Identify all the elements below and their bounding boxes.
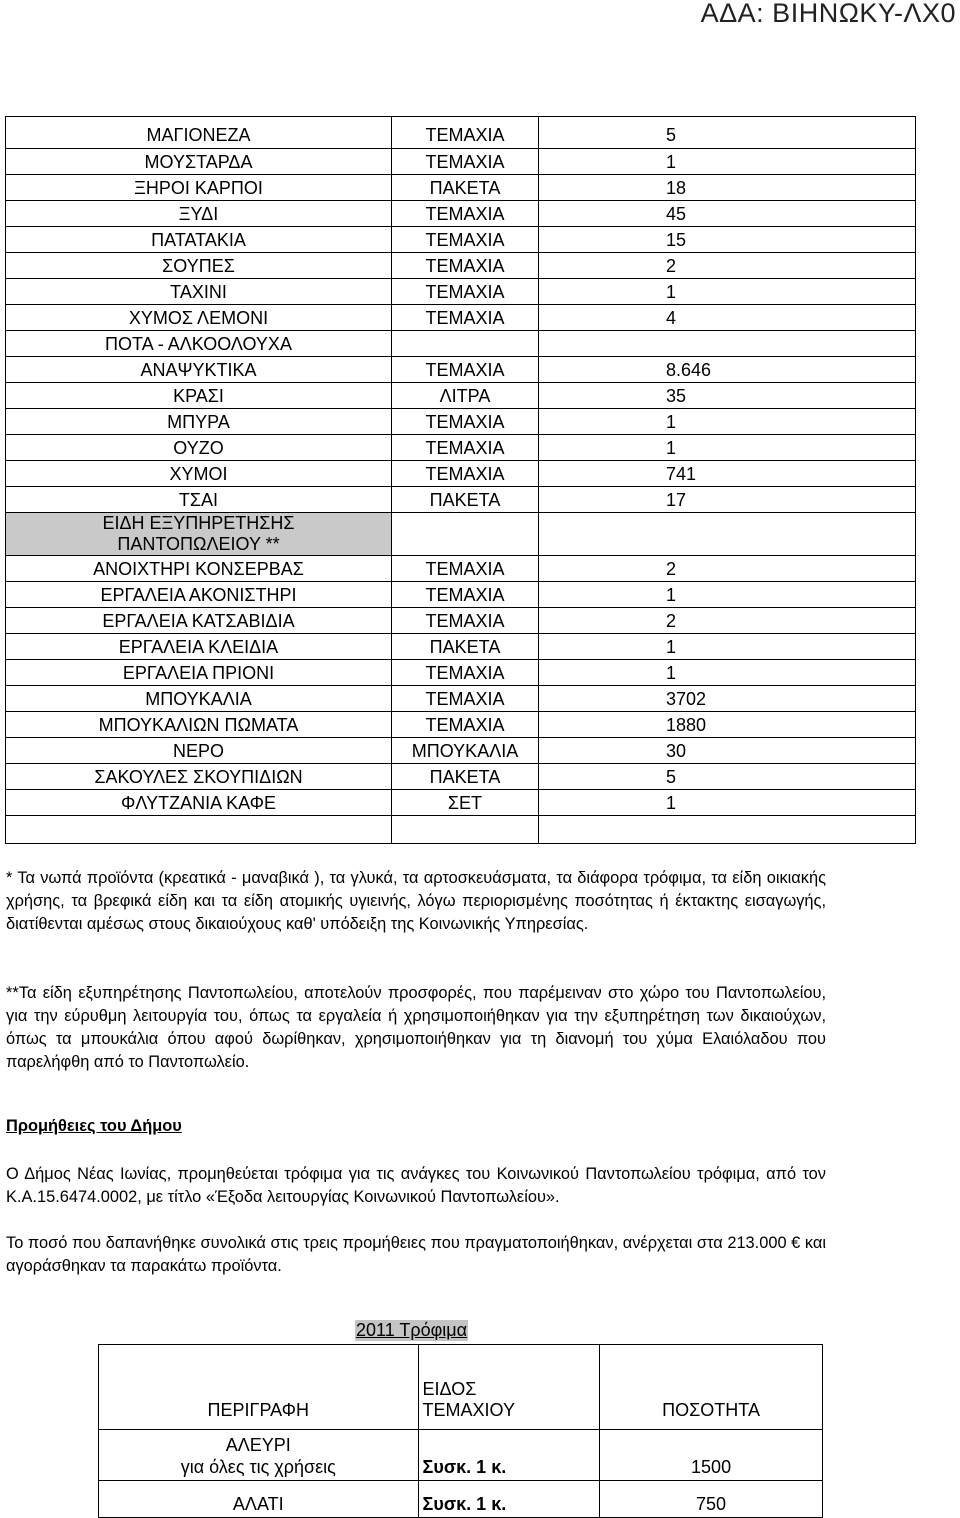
table-row xyxy=(6,435,916,461)
item-unit xyxy=(392,513,539,556)
item-name: ΕΡΓΑΛΕΙΑ ΚΛΕΙΔΙΑ xyxy=(6,634,392,660)
food-table-caption: 2011 Τρόφιμα xyxy=(356,1320,468,1340)
item-unit: ΠΑΚΕΤΑ xyxy=(392,634,539,660)
item-quantity: 1880 xyxy=(539,712,916,738)
item-name: ΠΟΤΑ - ΑΛΚΟΟΛΟΥΧΑ xyxy=(6,331,392,357)
item-unit: ΣΕΤ xyxy=(392,790,539,816)
item-name: ΜΑΓΙΟΝΕΖΑ xyxy=(6,117,392,149)
item-quantity: 8.646 xyxy=(539,357,916,383)
table-row xyxy=(6,357,916,383)
item-name: ΣΟΥΠΕΣ xyxy=(6,253,392,279)
item-quantity: 1 xyxy=(539,149,916,175)
table-row xyxy=(6,201,916,227)
item-quantity: 1 xyxy=(539,279,916,305)
item-unit xyxy=(392,331,539,357)
ada-code: ΑΔΑ: ΒΙΗΝΩΚΥ-ΛΧ0 xyxy=(700,0,956,28)
item-unit: ΛΙΤΡΑ xyxy=(392,383,539,409)
item-name: ΤΑΧΙΝΙ xyxy=(6,279,392,305)
item-unit: ΤΕΜΑΧΙΑ xyxy=(392,201,539,227)
note-service-items: **Τα είδη εξυπηρέτησης Παντοπωλείου, αποτελούν προσφορές, που παρέμειναν στο χώρο του Παντοπωλείου, για την εύρυθμη λειτουργία του, όπως τα εργαλεία ή χρησιμοποιήθηκαν για την εξυπηρέτηση των δικαιούχων, όπως τα μπουκάλια όπου αφού δωρίθηκαν, χρησιμοποιήθηκαν για τη διανομή του χύμα Ελαιόλαδου που παρελήφθη από το Παντοπωλείο. xyxy=(6,984,826,1071)
item-unit: ΤΕΜΑΧΙΑ xyxy=(392,279,539,305)
item-unit: ΤΕΜΑΧΙΑ xyxy=(392,556,539,582)
item-unit: ΠΑΚΕΤΑ xyxy=(392,487,539,513)
row-quantity: 750 xyxy=(600,1481,823,1518)
empty-cell xyxy=(392,816,539,844)
table-row xyxy=(99,1430,823,1481)
item-name xyxy=(6,513,392,556)
table-row xyxy=(6,305,916,331)
item-name: ΞΥΔΙ xyxy=(6,201,392,227)
item-unit: ΤΕΜΑΧΙΑ xyxy=(392,357,539,383)
item-name: ΧΥΜΟΣ ΛΕΜΟΝΙ xyxy=(6,305,392,331)
item-unit: ΤΕΜΑΧΙΑ xyxy=(392,149,539,175)
item-unit: ΤΕΜΑΧΙΑ xyxy=(392,712,539,738)
item-unit: ΤΕΜΑΧΙΑ xyxy=(392,435,539,461)
item-quantity: 741 xyxy=(539,461,916,487)
item-quantity: 30 xyxy=(539,738,916,764)
row-description-line1: ΑΛΕΥΡΙ xyxy=(225,1435,291,1455)
item-name: ΜΠΟΥΚΑΛΙΑ xyxy=(6,686,392,712)
item-quantity: 4 xyxy=(539,305,916,331)
table-row xyxy=(6,608,916,634)
empty-cell xyxy=(6,816,392,844)
item-name: ΟΥΖΟ xyxy=(6,435,392,461)
item-name-line2: ΠΑΝΤΟΠΩΛΕΙΟΥ ** xyxy=(117,534,280,554)
header-type-line2: ΤΕΜΑΧΙΟΥ xyxy=(422,1400,515,1420)
section-paragraph-2: Το ποσό που δαπανήθηκε συνολικά στις τρεις προμήθειες που πραγματοποιήθηκαν, ανέρχεται στα 213.000 € και αγοράσθηκαν τα παρακάτω προϊόντα. xyxy=(6,1234,826,1275)
table-row xyxy=(6,513,916,556)
items-table xyxy=(5,116,916,844)
table-row xyxy=(6,253,916,279)
item-name: ΝΕΡΟ xyxy=(6,738,392,764)
section-heading: Προμήθειες του Δήμου xyxy=(6,1117,182,1135)
item-quantity: 17 xyxy=(539,487,916,513)
row-description-line2: για όλες τις χρήσεις xyxy=(180,1457,336,1477)
item-quantity: 1 xyxy=(539,660,916,686)
table-row xyxy=(6,383,916,409)
item-quantity xyxy=(539,331,916,357)
table-row xyxy=(6,686,916,712)
item-name: ΦΛΥΤΖΑΝΙΑ ΚΑΦΕ xyxy=(6,790,392,816)
item-name: ΧΥΜΟΙ xyxy=(6,461,392,487)
empty-cell xyxy=(539,816,916,844)
item-name: ΑΝΑΨΥΚΤΙΚΑ xyxy=(6,357,392,383)
row-type: Συσκ. 1 κ. xyxy=(418,1430,600,1481)
table-row xyxy=(6,790,916,816)
item-unit: ΤΕΜΑΧΙΑ xyxy=(392,227,539,253)
item-quantity: 2 xyxy=(539,556,916,582)
section-paragraph-1: Ο Δήμος Νέας Ιωνίας, προμηθεύεται τρόφιμα για τις ανάγκες του Κοινωνικού Παντοπωλείου τρόφιμα, από τον Κ.Α.15.6474.0002, με τίτλο «Έξοδα λειτουργίας Κοινωνικού Παντοπωλείου». xyxy=(6,1165,826,1206)
table-row xyxy=(6,331,916,357)
item-unit: ΤΕΜΑΧΙΑ xyxy=(392,305,539,331)
item-unit: ΠΑΚΕΤΑ xyxy=(392,764,539,790)
item-name: ΞΗΡΟΙ ΚΑΡΠΟΙ xyxy=(6,175,392,201)
table-row xyxy=(6,556,916,582)
row-description: ΑΛΑΤΙ xyxy=(99,1481,419,1518)
item-unit: ΤΕΜΑΧΙΑ xyxy=(392,117,539,149)
table-row xyxy=(6,660,916,686)
item-name: ΕΡΓΑΛΕΙΑ ΑΚΟΝΙΣΤΗΡΙ xyxy=(6,582,392,608)
item-quantity: 1 xyxy=(539,634,916,660)
item-quantity: 1 xyxy=(539,582,916,608)
item-quantity: 35 xyxy=(539,383,916,409)
item-quantity: 15 xyxy=(539,227,916,253)
header-type xyxy=(418,1345,600,1430)
item-name: ΤΣΑΙ xyxy=(6,487,392,513)
note-fresh-products: * Τα νωπά προϊόντα (κρεατικά - μαναβικά ), τα γλυκά, τα αρτοσκευάσματα, τα διάφορα τρόφιμα, τα είδη οικιακής χρήσης, τα βρεφικά είδη και τα είδη ατομικής υγιεινής, λόγω περιορισμένης ποσότητας ή έκτακτης εισαγωγής, διατίθενται αμέσως στους δικαιούχους καθ' υπόδειξη της Κοινωνικής Υπηρεσίας. xyxy=(6,869,826,933)
item-unit: ΤΕΜΑΧΙΑ xyxy=(392,608,539,634)
item-quantity: 1 xyxy=(539,435,916,461)
item-unit: ΤΕΜΑΧΙΑ xyxy=(392,253,539,279)
item-quantity xyxy=(539,513,916,556)
table-row xyxy=(6,409,916,435)
item-name: ΜΠΥΡΑ xyxy=(6,409,392,435)
item-unit: ΤΕΜΑΧΙΑ xyxy=(392,409,539,435)
food-table-header-row xyxy=(99,1345,823,1430)
row-description xyxy=(99,1430,419,1481)
item-unit: ΤΕΜΑΧΙΑ xyxy=(392,582,539,608)
item-quantity: 5 xyxy=(539,117,916,149)
item-name: ΚΡΑΣΙ xyxy=(6,383,392,409)
item-quantity: 1 xyxy=(539,409,916,435)
table-row xyxy=(6,461,916,487)
table-row xyxy=(6,227,916,253)
header-quantity: ΠΟΣΟΤΗΤΑ xyxy=(600,1345,823,1430)
table-row xyxy=(6,712,916,738)
item-unit: ΤΕΜΑΧΙΑ xyxy=(392,660,539,686)
table-row xyxy=(6,738,916,764)
table-row xyxy=(6,279,916,305)
item-quantity: 2 xyxy=(539,608,916,634)
table-row xyxy=(99,1481,823,1518)
header-description: ΠΕΡΙΓΡΑΦΗ xyxy=(99,1345,419,1430)
item-quantity: 3702 xyxy=(539,686,916,712)
item-unit: ΤΕΜΑΧΙΑ xyxy=(392,461,539,487)
table-row xyxy=(6,149,916,175)
item-name: ΜΠΟΥΚΑΛΙΩΝ ΠΩΜΑΤΑ xyxy=(6,712,392,738)
item-unit: ΠΑΚΕΤΑ xyxy=(392,175,539,201)
table-row xyxy=(6,117,916,149)
row-quantity: 1500 xyxy=(600,1430,823,1481)
item-quantity: 5 xyxy=(539,764,916,790)
item-quantity: 1 xyxy=(539,790,916,816)
table-row xyxy=(6,582,916,608)
item-unit: ΜΠΟΥΚΑΛΙΑ xyxy=(392,738,539,764)
table-row-empty xyxy=(6,816,916,844)
item-name: ΠΑΤΑΤΑΚΙΑ xyxy=(6,227,392,253)
item-name: ΜΟΥΣΤΑΡΔΑ xyxy=(6,149,392,175)
item-name: ΑΝΟΙΧΤΗΡΙ ΚΟΝΣΕΡΒΑΣ xyxy=(6,556,392,582)
table-row xyxy=(6,175,916,201)
item-name-line1: ΕΙΔΗ ΕΞΥΠΗΡΕΤΗΣΗΣ xyxy=(102,513,295,533)
table-row xyxy=(6,487,916,513)
item-name: ΕΡΓΑΛΕΙΑ ΚΑΤΣΑΒΙΔΙΑ xyxy=(6,608,392,634)
table-row xyxy=(6,634,916,660)
item-unit: ΤΕΜΑΧΙΑ xyxy=(392,686,539,712)
item-quantity: 45 xyxy=(539,201,916,227)
header-type-line1: ΕΙΔΟΣ xyxy=(422,1379,477,1399)
table-row xyxy=(6,764,916,790)
row-type: Συσκ. 1 κ. xyxy=(418,1481,600,1518)
item-quantity: 2 xyxy=(539,253,916,279)
item-name: ΣΑΚΟΥΛΕΣ ΣΚΟΥΠΙΔΙΩΝ xyxy=(6,764,392,790)
food-table xyxy=(98,1344,823,1518)
item-name: ΕΡΓΑΛΕΙΑ ΠΡΙΟΝΙ xyxy=(6,660,392,686)
item-quantity: 18 xyxy=(539,175,916,201)
